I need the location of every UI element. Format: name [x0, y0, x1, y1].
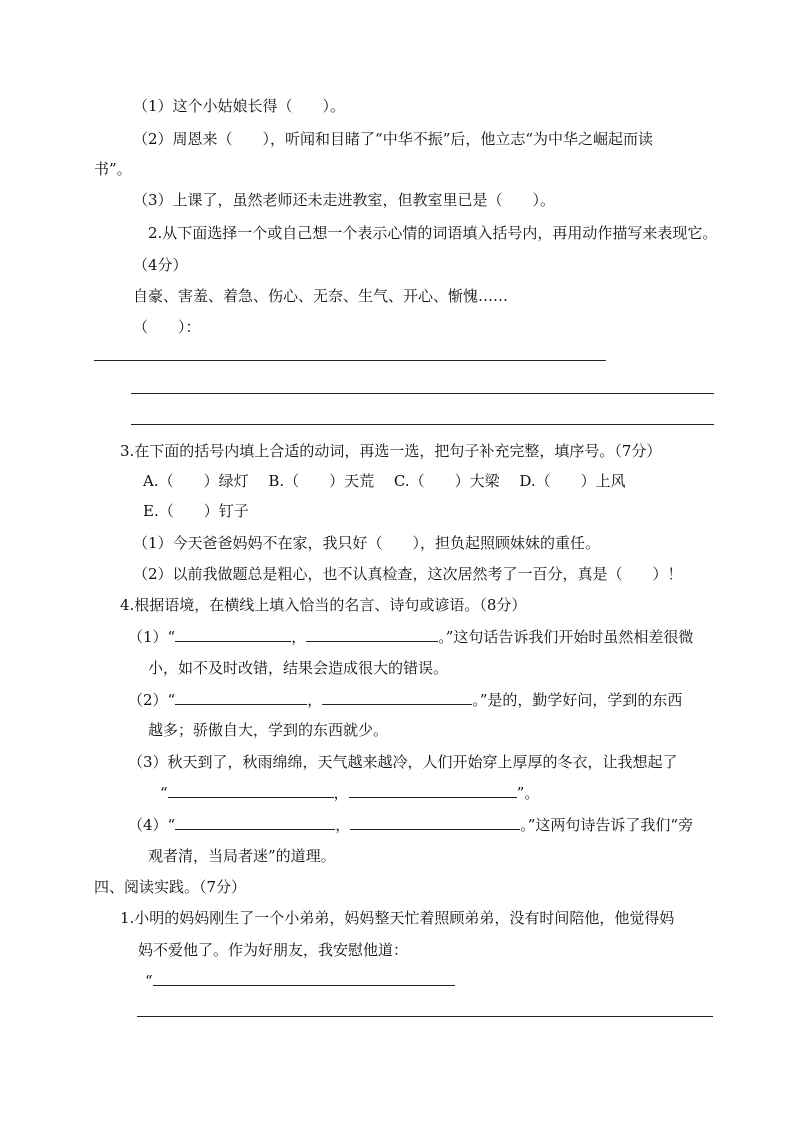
q3-options-line2: E.（ ）钉子 — [143, 502, 249, 520]
comma: ， — [333, 784, 349, 802]
q4-item-2-suffix: 。”是的，勤学好问，学到的东西 — [472, 691, 683, 709]
blank-line[interactable] — [306, 627, 438, 642]
blank-line[interactable] — [322, 690, 472, 705]
q3-item-1: （1）今天爸爸妈妈不在家，我只好（ ），担负起照顾妹妹的重任。 — [133, 534, 601, 552]
answer-line[interactable] — [131, 393, 714, 394]
q3-item-2: （2）以前我做题总是粗心，也不认真检查，这次居然考了一百分，真是（ ）！ — [133, 565, 683, 583]
comma: ， — [307, 691, 323, 709]
q4-item-4-line2: 观者清，当局者迷”的道理。 — [148, 847, 336, 865]
q4-item-1-line2: 小，如不及时改错，结果会造成很大的错误。 — [148, 659, 449, 677]
blank-line[interactable] — [153, 971, 455, 986]
answer-line[interactable] — [131, 424, 714, 425]
blank-line[interactable] — [349, 783, 517, 798]
q2-score: （4分） — [133, 256, 188, 274]
section-4-answer-start — [145, 971, 455, 991]
q1-item-1: （1）这个小姑娘长得（ ）。 — [133, 97, 346, 115]
open-quote: “ — [145, 972, 153, 990]
q4-item-4 — [128, 815, 693, 835]
blank-line[interactable] — [175, 690, 307, 705]
q2-answer-prefix: （ ）： — [133, 318, 201, 336]
answer-line[interactable] — [94, 360, 606, 361]
section-4-q1-line2: 妈不爱他了。作为好朋友，我安慰他道： — [138, 941, 409, 959]
close-quote: ”。 — [516, 784, 540, 802]
q2-word-list: 自豪、害羞、着急、伤心、无奈、生气、开心、惭愧…… — [133, 287, 509, 305]
q1-item-3: （3）上课了，虽然老师还未走进教室，但教室里已是（ ）。 — [133, 191, 556, 209]
q4-item-2-line2: 越多；骄傲自大，学到的东西就少。 — [148, 721, 389, 739]
q4-item-1-suffix: 。”这句话告诉我们开始时虽然相差很微 — [438, 628, 694, 646]
blank-line[interactable] — [168, 783, 334, 798]
section-4-title: 四、阅读实践。（7分） — [94, 878, 247, 896]
q1-item-2-line2: 书”。 — [94, 160, 132, 178]
comma: ， — [335, 816, 351, 834]
q4-item-1 — [128, 627, 693, 647]
answer-line[interactable] — [137, 1016, 713, 1017]
q1-item-2-line1: （2）周恩来（ ），听闻和目睹了“中华不振”后，他立志“为中华之崛起而读 — [133, 130, 654, 148]
q4-item-2-prefix: （2）“ — [128, 691, 176, 709]
open-quote: “ — [160, 784, 168, 802]
q4-item-1-prefix: （1）“ — [128, 628, 176, 646]
q4-item-3-line1: （3）秋天到了，秋雨绵绵，天气越来越冷，人们开始穿上厚厚的冬衣，让我想起了 — [128, 753, 678, 771]
comma: ， — [291, 628, 307, 646]
q4-item-4-prefix: （4）“ — [128, 816, 176, 834]
q4-item-2 — [128, 690, 682, 710]
section-4-q1-line1: 1.小明的妈妈刚生了一个小弟弟，妈妈整天忙着照顾弟弟，没有时间陪他，他觉得妈 — [120, 909, 675, 927]
q4-item-3-blanks — [160, 783, 539, 803]
blank-line[interactable] — [175, 627, 291, 642]
q4-title: 4.根据语境，在横线上填入恰当的名言、诗句或谚语。（8分） — [120, 596, 527, 614]
q3-title: 3.在下面的括号内填上合适的动词，再选一选，把句子补充完整，填序号。（7分） — [120, 442, 662, 460]
q4-item-4-suffix: 。”这两句诗告诉了我们“旁 — [520, 816, 694, 834]
blank-line[interactable] — [175, 815, 335, 830]
blank-line[interactable] — [350, 815, 520, 830]
q3-options-line1: A.（ ）绿灯 B.（ ）天荒 C.（ ）大梁 D.（ ）上风 — [143, 472, 626, 490]
q2-title: 2.从下面选择一个或自己想一个表示心情的词语填入括号内，再用动作描写来表现它。 — [148, 224, 718, 242]
